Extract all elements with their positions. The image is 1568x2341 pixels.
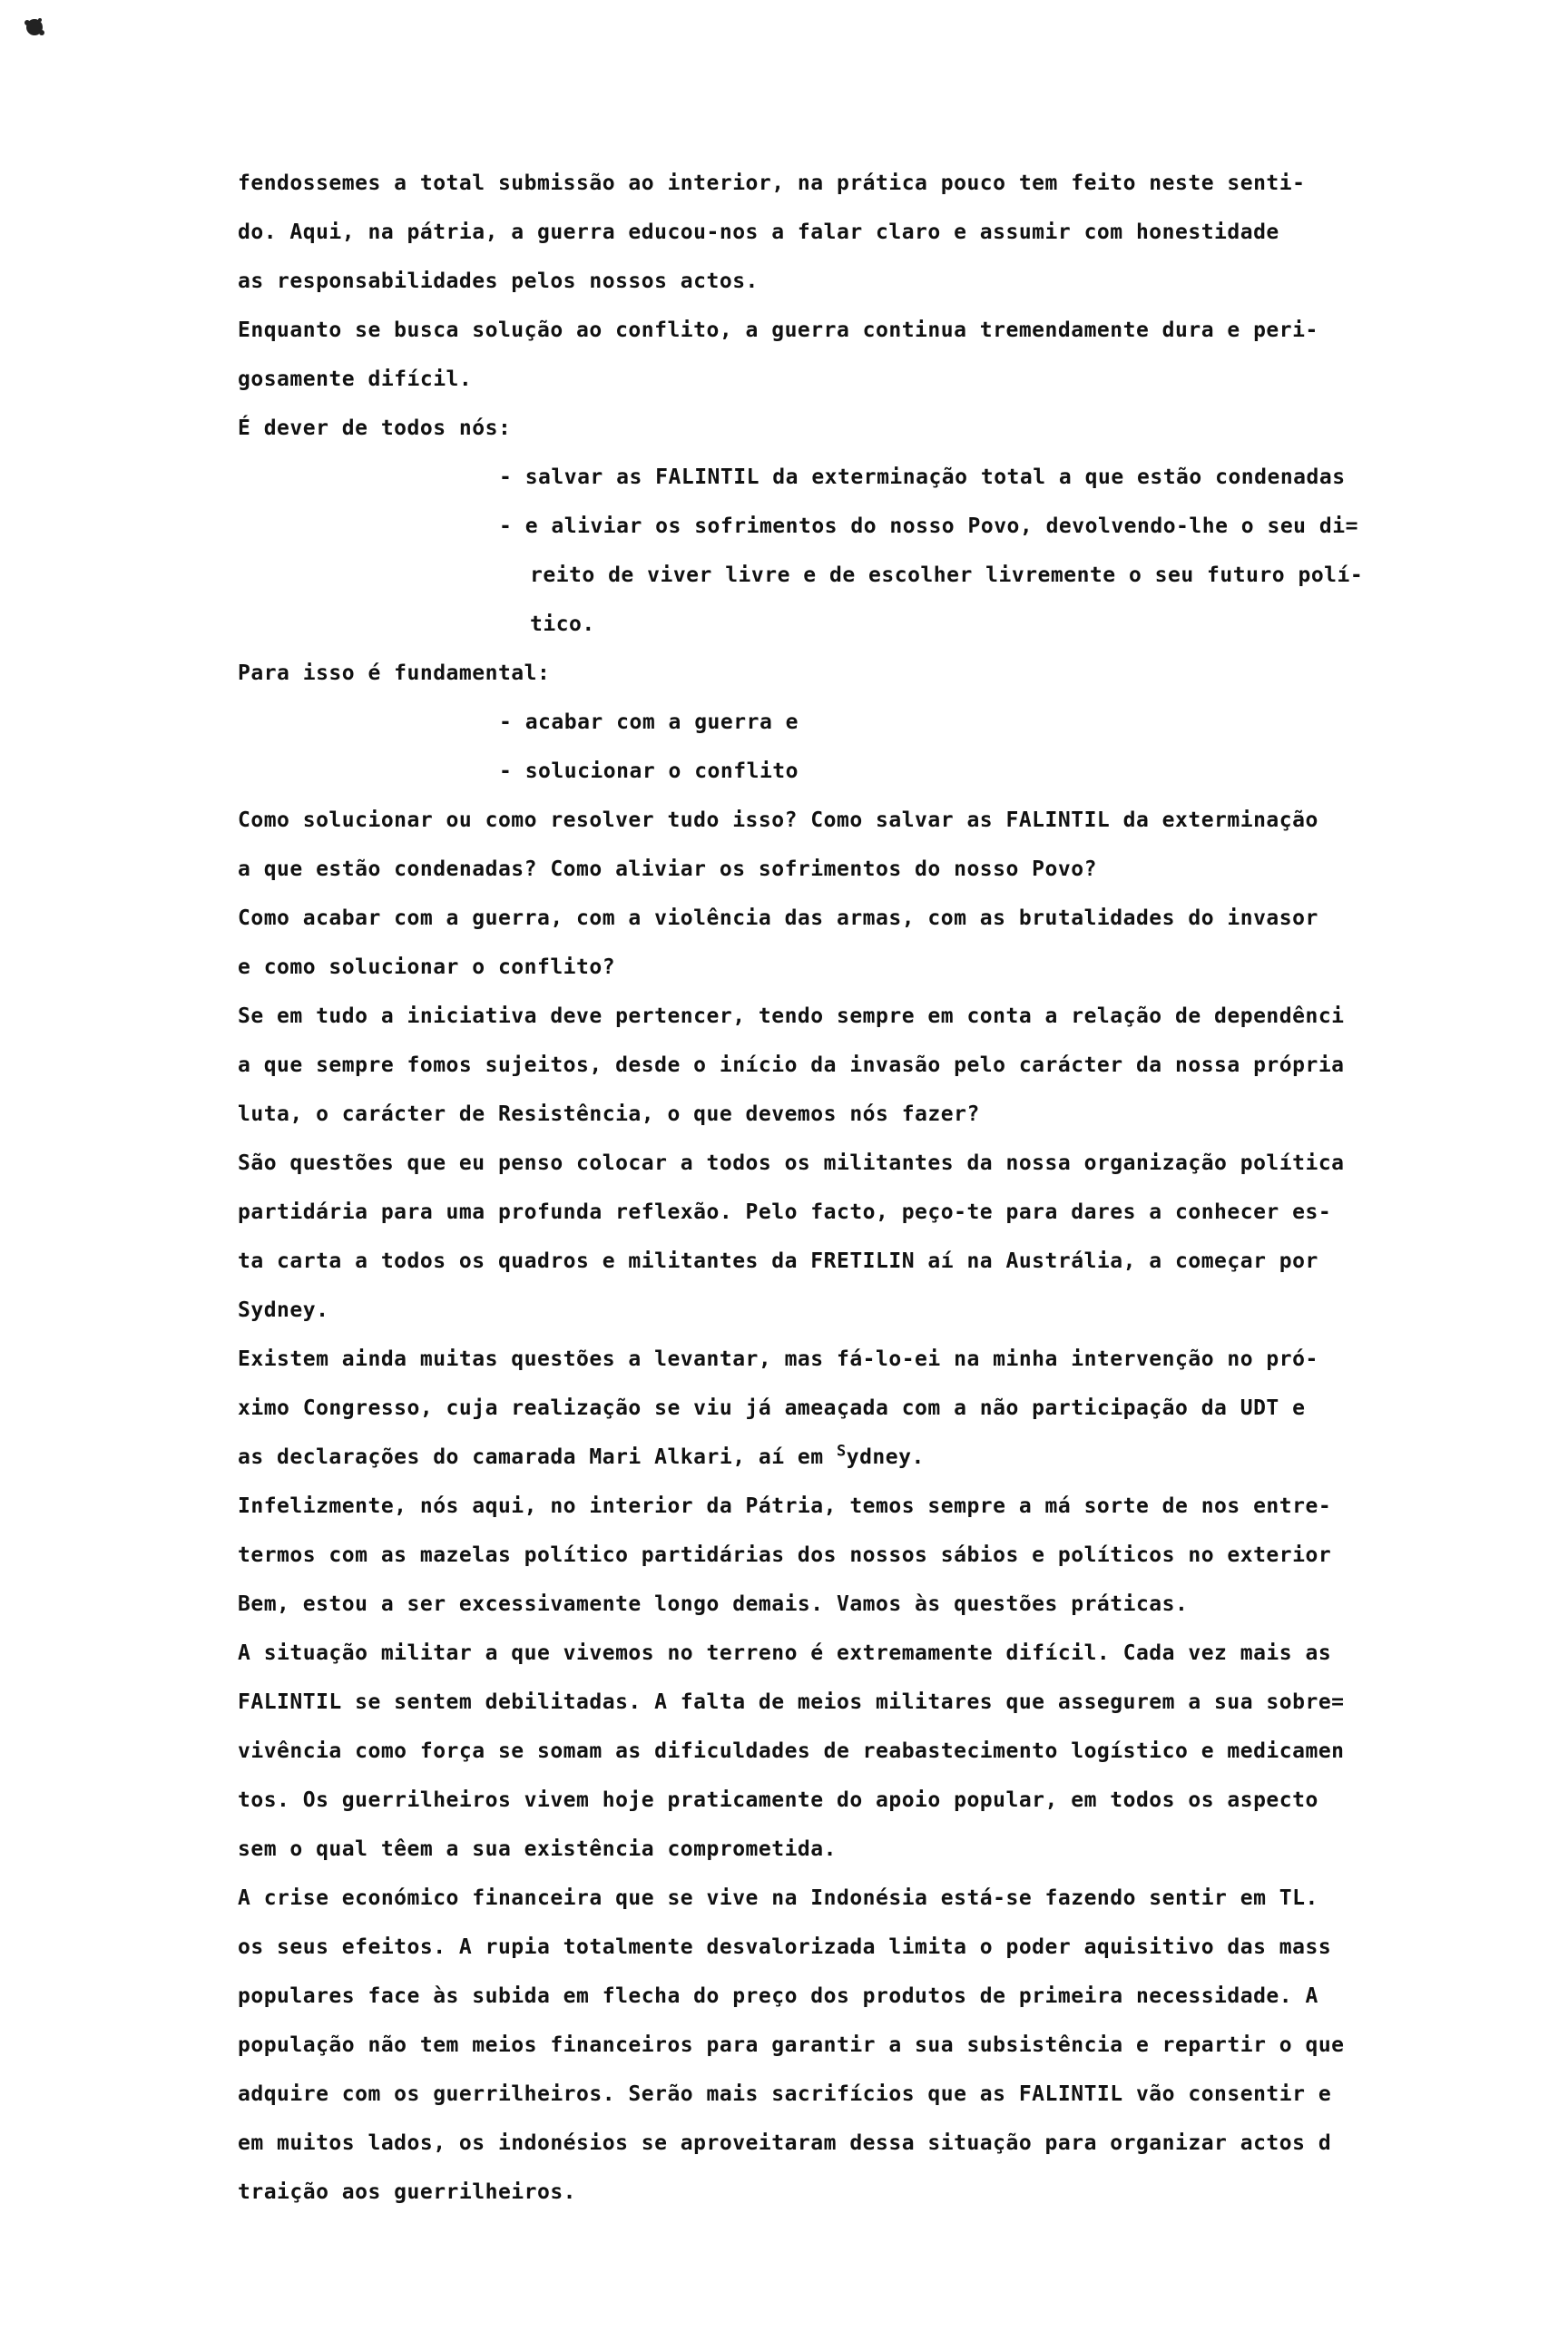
text-line: populares face às subida em flecha do preço dos produtos de primeira necessidade. A xyxy=(238,1984,1318,2008)
text-line: tos. Os guerrilheiros vivem hoje praticamente do apoio popular, em todos os aspecto xyxy=(238,1788,1318,1812)
text-line: partidária para uma profunda reflexão. Pelo facto, peço-te para dares a conhecer es- xyxy=(238,1200,1332,1224)
text-line: a que estão condenadas? Como aliviar os sofrimentos do nosso Povo? xyxy=(238,857,1097,881)
text-line: do. Aqui, na pátria, a guerra educou-nos a falar claro e assumir com honestidade xyxy=(238,220,1279,244)
ink-blot-icon xyxy=(22,15,47,40)
text-line: FALINTIL se sentem debilitadas. A falta de meios militares que assegurem a sua sobre= xyxy=(238,1690,1345,1714)
text-line: ximo Congresso, cuja realização se viu já ameaçada com a não participação da UDT e xyxy=(238,1396,1306,1420)
text-line: Enquanto se busca solução ao conflito, a guerra continua tremendamente dura e peri- xyxy=(238,318,1318,342)
text-line: luta, o carácter de Resistência, o que devemos nós fazer? xyxy=(238,1102,980,1126)
superscript-s: S xyxy=(836,1442,847,1461)
text-line: sem o qual têem a sua existência comprometida. xyxy=(238,1837,837,1861)
text-line: Sydney. xyxy=(238,1298,329,1322)
text-line: população não tem meios financeiros para garantir a sua subsistência e repartir o que xyxy=(238,2033,1345,2057)
list-item: - e aliviar os sofrimentos do nosso Povo, devolvendo-lhe o seu di= xyxy=(499,514,1358,538)
letter-body xyxy=(238,159,1524,2217)
text-line: termos com as mazelas político partidárias dos nossos sábios e políticos no exterior xyxy=(238,1543,1332,1567)
text-line: Existem ainda muitas questões a levantar, mas fá-lo-ei na minha intervenção no pró- xyxy=(238,1347,1318,1371)
text-line: gosamente difícil. xyxy=(238,367,473,391)
list-item-continuation: tico. xyxy=(530,612,595,636)
text-line: Como solucionar ou como resolver tudo isso? Como salvar as FALINTIL da exterminação xyxy=(238,808,1318,832)
text-line: a que sempre fomos sujeitos, desde o início da invasão pelo carácter da nossa própria xyxy=(238,1053,1345,1077)
text-line: São questões que eu penso colocar a todos os militantes da nossa organização política xyxy=(238,1151,1345,1175)
list-item: - salvar as FALINTIL da exterminação total a que estão condenadas xyxy=(499,465,1346,489)
text-line: É dever de todos nós: xyxy=(238,416,512,440)
text-fragment: as declarações do camarada Mari Alkari, aí em xyxy=(238,1445,824,1469)
text-line: Para isso é fundamental: xyxy=(238,661,551,685)
list-item: - solucionar o conflito xyxy=(499,759,799,783)
text-line: em muitos lados, os indonésios se aproveitaram dessa situação para organizar actos d xyxy=(238,2131,1332,2155)
text-line: A situação militar a que vivemos no terreno é extremamente difícil. Cada vez mais as xyxy=(238,1641,1332,1665)
text-fragment: ydney. xyxy=(846,1445,925,1469)
text-line: Infelizmente, nós aqui, no interior da Pátria, temos sempre a má sorte de nos entre- xyxy=(238,1494,1332,1518)
text-line: Como acabar com a guerra, com a violência das armas, com as brutalidades do invasor xyxy=(238,906,1318,930)
text-line: as responsabilidades pelos nossos actos. xyxy=(238,269,759,293)
text-line-sydney xyxy=(238,1433,1524,1482)
text-line: adquire com os guerrilheiros. Serão mais sacrifícios que as FALINTIL vão consentir e xyxy=(238,2082,1332,2106)
text-line: vivência como força se somam as dificuldades de reabastecimento logístico e medicamen xyxy=(238,1739,1345,1763)
text-line: Bem, estou a ser excessivamente longo demais. Vamos às questões práticas. xyxy=(238,1592,1189,1616)
list-item: - acabar com a guerra e xyxy=(499,710,799,734)
text-line: Se em tudo a iniciativa deve pertencer, tendo sempre em conta a relação de dependênci xyxy=(238,1004,1345,1028)
text-line: ta carta a todos os quadros e militantes da FRETILIN aí na Austrália, a começar por xyxy=(238,1249,1318,1273)
text-line: e como solucionar o conflito? xyxy=(238,955,616,979)
text-line: os seus efeitos. A rupia totalmente desvalorizada limita o poder aquisitivo das mass xyxy=(238,1935,1332,1959)
text-line: A crise económico financeira que se vive na Indonésia está-se fazendo sentir em TL. xyxy=(238,1886,1318,1910)
text-line: fendossemes a total submissão ao interior, na prática pouco tem feito neste senti- xyxy=(238,171,1306,195)
text-line: traição aos guerrilheiros. xyxy=(238,2180,577,2204)
list-item-continuation: reito de viver livre e de escolher livremente o seu futuro polí- xyxy=(530,563,1364,587)
